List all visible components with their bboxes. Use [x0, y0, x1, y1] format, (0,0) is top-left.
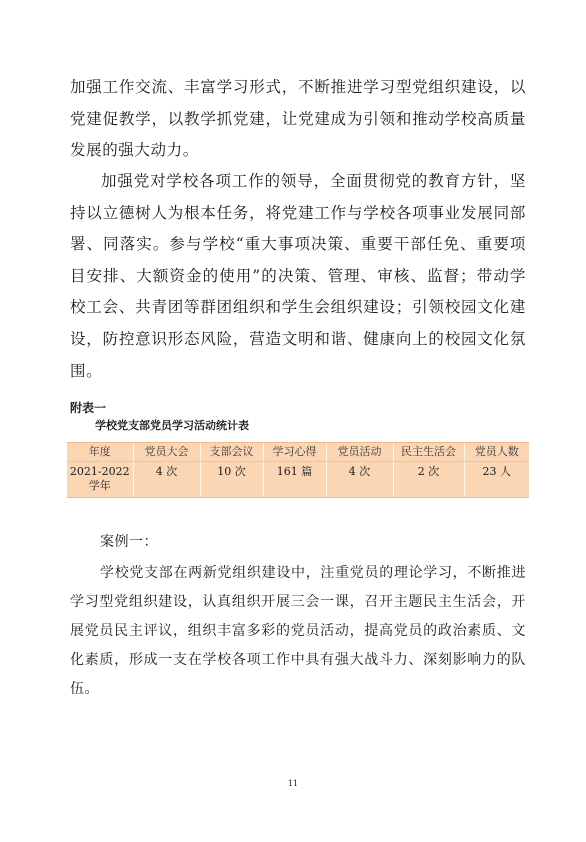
table-cell: 10 次 — [200, 462, 263, 498]
body-paragraph: 加强工作交流、丰富学习形式，不断推进学习型党组织建设，以党建促教学，以教学抓党建，让党建成为引领和推动学校高质量发展的强大动力。 — [70, 78, 526, 160]
page-number: 11 — [287, 779, 299, 788]
table-row — [67, 462, 529, 498]
body-paragraph: 加强党对学校各项工作的领导，全面贯彻党的教育方针，坚持以立德树人为根本任务，将党建工作与学校各项事业发展同部署、同落实。参与学校“重大事项决策、重要干部任免、重要项目安排、大额资金的使用”的决策、管理、审核、监督；带动学校工会、共青团等群团组织和学生会组织建设；引领校园文化建设，防控意识形态风险，营造文明和谐、健康向上的校园文化氛围。 — [70, 172, 526, 380]
header-cell: 支部会议 — [200, 443, 263, 462]
case-label: 案例一： — [100, 534, 158, 550]
table-cell: 23 人 — [464, 462, 529, 498]
table-cell: 2021-2022学年 — [67, 462, 133, 498]
case-paragraph: 学校党支部在两新党组织建设中，注重党员的理论学习，不断推进学习型党组织建设，认真组织开展三会一课，召开主题民主生活会，开展党员民主评议，组织丰富多彩的党员活动，提高党员的政治素质、文化素质，形成一支在学校各项工作中具有强大战斗力、深刻影响力的队伍。 — [70, 565, 526, 697]
table-cell: 4 次 — [326, 462, 393, 498]
header-cell: 学习心得 — [263, 443, 326, 462]
table-cell: 4 次 — [133, 462, 200, 498]
header-cell: 党员活动 — [326, 443, 393, 462]
header-cell: 年度 — [67, 443, 133, 462]
statistics-table — [67, 442, 529, 498]
header-cell: 党员大会 — [133, 443, 200, 462]
table-header-row — [67, 443, 529, 462]
header-cell: 民主生活会 — [393, 443, 464, 462]
table-cell: 161 篇 — [263, 462, 326, 498]
header-cell: 党员人数 — [464, 443, 529, 462]
appendix-label: 附表一 — [70, 401, 107, 415]
table-cell: 2 次 — [393, 462, 464, 498]
table-title: 学校党支部党员学习活动统计表 — [95, 419, 249, 432]
